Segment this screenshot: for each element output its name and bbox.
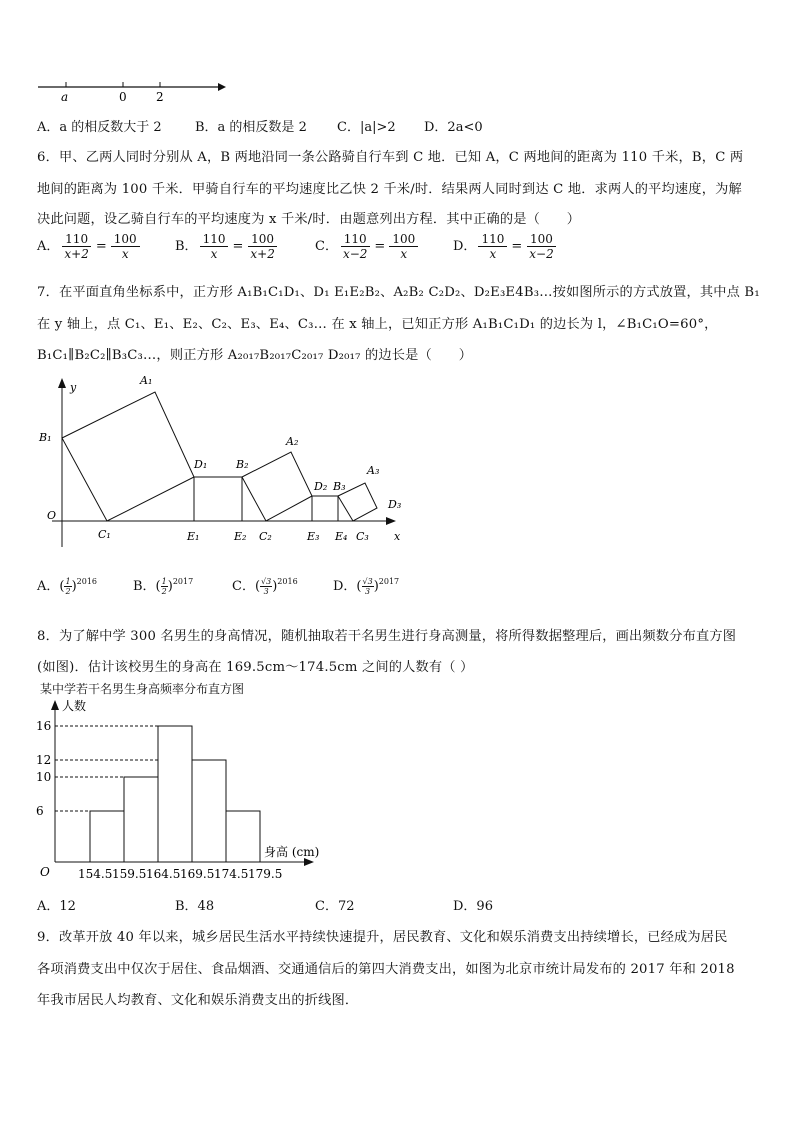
denominator: 3 [365,587,371,596]
q7-line-3: B₁C₁∥B₂C₂∥B₃C₃…，则正方形 A₂₀₁₇B₂₀₁₇C₂₀₁₇ D₂₀₁₇ 的边长是（ ） [37,348,473,363]
denominator: x+2 [64,247,89,261]
q8-line-1: 8．为了解中学 300 名男生的身高情况，随机抽取若干名男生进行身高测量，将所得数据整理后，画出频数分布直方图 [37,629,737,644]
fig-label-b3: B₃ [333,480,346,493]
denominator: x−2 [529,247,554,261]
exponent: 2017 [172,577,194,586]
right-fraction [526,232,556,261]
y-tick-label: 6 [36,804,44,818]
q8-option-a: A．12 [37,899,76,914]
q6-line-3: 决此问题，设乙骑自行车的平均速度为 x 千米/时．由题意列出方程．其中正确的是（ ） [37,212,581,227]
denominator: 3 [263,587,269,596]
fig-label-o: O [47,509,57,522]
option-letter: C． [315,239,338,254]
close-paren: ) [272,579,278,594]
histogram-bar [158,726,192,862]
histogram-bar [192,760,226,862]
fig-label-x: x [394,530,401,543]
y-tick-label: 12 [36,753,52,767]
denominator: x [400,247,408,261]
denominator: x [489,247,497,261]
denominator: 2 [65,587,71,596]
right-fraction [389,232,418,261]
equals-sign: = [232,239,244,254]
fig-label-b2: B₂ [236,458,249,471]
fig-label-e1: E₁ [187,530,200,543]
y-axis-label: 人数 [62,699,87,713]
x-tick-label: 169.5 [180,867,215,881]
denominator: x [210,247,218,261]
histogram-bar [124,777,158,862]
y-tick-label: 10 [36,770,52,784]
close-paren: ) [167,579,173,594]
q8-option-c: C．72 [315,899,355,914]
fig-label-d2: D₂ [314,480,328,493]
q6-option-d [453,232,559,261]
numberline-label-2: 2 [156,90,164,104]
fig-label-e3: E₃ [307,530,320,543]
right-fraction [111,232,140,261]
histogram-bar [90,811,124,862]
option-letter: C．( [232,579,261,594]
x-axis-label: 身高 (cm) [264,845,320,859]
x-tick-label: 164.5 [146,867,181,881]
q9-line-2: 各项消费支出中仅次于居住、食品烟酒、交通通信后的第四大消费支出，如图为北京市统计局发布的 2017 年和 2018 [37,962,735,977]
q5-option-d: D．2a<0 [424,120,483,135]
number-line [30,76,270,106]
option-letter: A． [37,239,60,254]
denominator: x [121,247,129,261]
exponent: 2016 [277,577,298,586]
x-axis-arrow [304,858,314,866]
base-fraction [161,577,168,596]
fig-label-a2: A₂ [286,435,299,448]
denominator: x−2 [342,247,368,261]
q9-line-3: 年我市居民人均教育、文化和娱乐消费支出的折线图． [37,993,359,1008]
denominator: x+2 [250,247,275,261]
fig-label-b1: B₁ [39,431,52,444]
q6-option-c [315,232,420,261]
q9-line-1: 9．改革开放 40 年以来，城乡居民生活水平持续快速提升，居民教育、文化和娱乐消费支出持续增长，已经成为居民 [37,930,728,945]
fig-label-e4: E₄ [335,530,348,543]
q7-option-c [232,575,298,596]
denominator: 2 [161,587,167,596]
left-fraction [478,232,507,261]
numerator: 110 [478,232,507,247]
fig-label-c2: C₂ [259,530,272,543]
fig-label-c1: C₁ [98,528,111,541]
numerator: 100 [389,232,418,247]
option-letter: A．( [37,579,65,594]
left-fraction [61,232,91,261]
q7-option-d [333,575,399,596]
numberline-label-a: a [61,90,69,104]
q7-squares-figure [36,374,416,554]
numerator: 110 [341,232,370,247]
q5-option-c: C．|a|>2 [337,120,396,135]
x-tick-label: 154.5 [78,867,113,881]
numerator: 1 [65,577,71,586]
fig-label-e2: E₂ [234,530,247,543]
option-letter: B．( [133,579,161,594]
numerator: 100 [111,232,140,247]
right-fraction [247,232,277,261]
q7-line-2: 在 y 轴上，点 C₁、E₁、E₂、C₂、E₃、E₄、C₃… 在 x 轴上，已知正方形 A₁B₁C₁D₁ 的边长为 l，∠B₁C₁O=60°， [37,317,718,332]
fig-label-d3: D₃ [388,498,402,511]
height-histogram [30,696,330,886]
y-tick-label: 16 [36,719,52,733]
base-fraction [64,577,71,596]
fig-label-a1: A₁ [140,374,153,387]
base-fraction [260,577,272,596]
origin-label: O [40,865,50,879]
equals-sign: = [95,239,107,254]
q6-line-1: 6．甲、乙两人同时分别从 A，B 两地沿同一条公路骑自行车到 C 地．已知 A，C 两地间的距离为 110 千米，B，C 两 [37,150,744,165]
q6-line-2: 地间的距离为 100 千米．甲骑自行车的平均速度比乙快 2 千米/时．结果两人同时到达 C 地．求两人的平均速度，为解 [37,182,742,197]
numerator: 110 [62,232,91,247]
numerator: 100 [248,232,277,247]
q8-option-b: B．48 [175,899,215,914]
numerator: 100 [527,232,556,247]
fig-label-y: y [70,381,77,394]
q8-line-2: (如图)．估计该校男生的身高在 169.5cm～174.5cm 之间的人数有（ ） [37,660,474,675]
close-paren: ) [373,579,379,594]
x-tick-label: 179.5 [248,867,283,881]
option-letter: D． [453,239,477,254]
q6-option-b [175,232,280,261]
histogram-title: 某中学若干名男生身高频率分布直方图 [40,682,245,696]
equals-sign: = [511,239,523,254]
fig-label-c3: C₃ [356,530,369,543]
numerator: √3 [261,577,272,586]
q8-option-d: D．96 [453,899,493,914]
numerator: √3 [362,577,373,586]
q7-line-1: 7．在平面直角坐标系中，正方形 A₁B₁C₁D₁、D₁ E₁E₂B₂、A₂B₂ C₂D₂、D₂E₃E4B₃…按如图所示的方式放置，其中点 B₁ [37,285,760,300]
equals-sign: = [374,239,386,254]
histogram-bar [226,811,260,862]
numerator: 1 [161,577,167,586]
exponent: 2017 [378,577,400,586]
q7-option-a [37,575,97,596]
option-letter: D．( [333,579,362,594]
fig-label-a3: A₃ [367,464,380,477]
option-letter: B． [175,239,198,254]
x-tick-label: 159.5 [112,867,147,881]
q6-option-a [37,232,142,261]
y-axis-arrow [51,700,59,710]
q7-option-b [133,575,193,596]
close-paren: ) [71,579,77,594]
q5-option-a: A．a 的相反数大于 2 [37,120,162,135]
numberline-label-0: 0 [119,90,127,104]
q5-option-b: B．a 的相反数是 2 [195,120,307,135]
x-tick-label: 174.5 [214,867,249,881]
left-fraction [200,232,229,261]
left-fraction [340,232,370,261]
fig-label-d1: D₁ [194,458,208,471]
exponent: 2016 [76,577,97,586]
base-fraction [362,577,374,596]
numerator: 110 [200,232,229,247]
